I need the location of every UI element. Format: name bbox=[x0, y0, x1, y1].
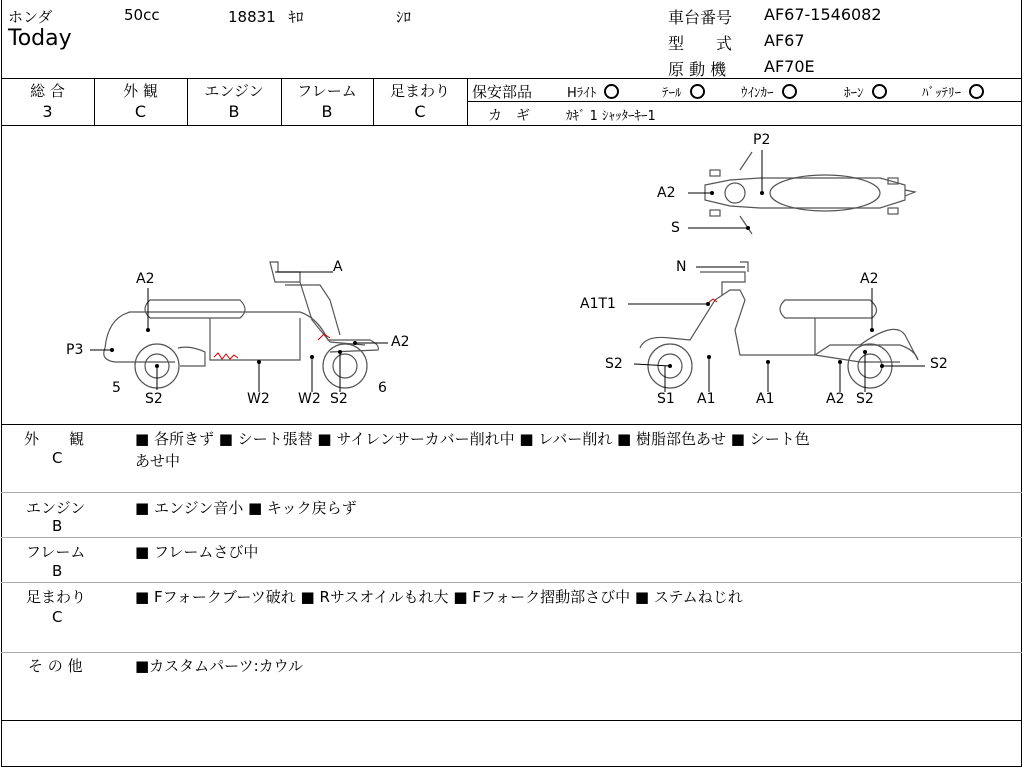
mileage-unit: ｷﾛ bbox=[288, 8, 304, 26]
safety-item-label: Hﾗｲﾄ bbox=[567, 86, 597, 101]
diagram-label: A2 bbox=[860, 271, 879, 287]
grade-label-engine: エンジン bbox=[204, 82, 264, 100]
frame-number-label: 車台番号 bbox=[668, 8, 733, 27]
frame-number: AF67-1546082 bbox=[764, 5, 882, 24]
remark-grade-frame: B bbox=[52, 562, 63, 580]
damage-mark bbox=[214, 353, 238, 359]
diagram-label: A2 bbox=[391, 334, 410, 350]
diagram-label: 5 bbox=[112, 380, 121, 396]
safety-item-label: ｳｲﾝｶｰ bbox=[741, 86, 774, 101]
diagram-label: A1T1 bbox=[580, 296, 616, 312]
divider bbox=[1, 652, 1022, 653]
model-name: Today bbox=[8, 26, 72, 51]
diagram-label: W2 bbox=[247, 391, 270, 407]
maker: ホンダ bbox=[8, 8, 53, 26]
engine-code: AF70E bbox=[764, 57, 815, 76]
grade-value-suspension: C bbox=[414, 102, 426, 121]
keys-label: カ ギ bbox=[488, 108, 530, 124]
diagram-label: 6 bbox=[378, 380, 387, 396]
grade-value-frame: B bbox=[321, 102, 333, 121]
diagram-label: S1 bbox=[657, 391, 675, 407]
grade-label-frame: フレーム bbox=[297, 82, 357, 100]
remark-label-suspension: 足まわり bbox=[26, 588, 87, 606]
remark-label-engine: エンジン bbox=[26, 499, 86, 517]
engine-label: 原 動 機 bbox=[668, 60, 727, 79]
divider bbox=[1, 424, 1022, 425]
remark-text-exterior: ■ 各所きず ■ シート張替 ■ サイレンサーカバー削れ中 ■ レバー削れ ■ 樹脂部色あせ ■ シート色 bbox=[135, 430, 810, 448]
displacement: 50cc bbox=[124, 6, 160, 24]
remark-grade-exterior: C bbox=[52, 449, 63, 467]
divider bbox=[1, 537, 1022, 538]
grade-label-overall: 総 合 bbox=[30, 82, 65, 100]
grade-value-overall: 3 bbox=[42, 102, 53, 121]
diagram-label: A1 bbox=[756, 391, 775, 407]
divider bbox=[1, 492, 1022, 493]
remark-grade-suspension: C bbox=[52, 608, 63, 626]
diagram-label: S2 bbox=[930, 356, 948, 372]
diagram-label: S bbox=[671, 220, 680, 236]
divider bbox=[1, 720, 1022, 721]
diagram-label: P2 bbox=[753, 132, 771, 148]
remark-text-suspension: ■ Fフォークブーツ破れ ■ Rサスオイルもれ大 ■ Fフォーク摺動部さび中 ■ ステムねじれ bbox=[135, 588, 743, 606]
diagram-label: N bbox=[676, 259, 687, 275]
color: ｼﾛ bbox=[396, 8, 412, 26]
safety-label: 保安部品 bbox=[472, 83, 533, 101]
diagram-label: S2 bbox=[856, 391, 874, 407]
remark-label-frame: フレーム bbox=[26, 543, 86, 561]
remark-label-other: そ の 他 bbox=[28, 657, 83, 675]
diagram-label: A bbox=[333, 259, 343, 275]
remark-text-exterior-cont: あせ中 bbox=[135, 452, 181, 470]
safety-item-label: ﾃｰﾙ bbox=[662, 86, 682, 101]
diagram-label: P3 bbox=[66, 342, 84, 358]
grade-label-suspension: 足まわり bbox=[389, 82, 450, 100]
diagram-label: A2 bbox=[657, 185, 676, 201]
remark-text-frame: ■ フレームさび中 bbox=[135, 543, 259, 561]
diagram-label: A1 bbox=[697, 391, 716, 407]
diagram-label: S2 bbox=[605, 356, 623, 372]
grade-value-exterior: C bbox=[134, 102, 147, 121]
grade-label-exterior: 外 観 bbox=[123, 82, 158, 100]
safety-item-label: ﾎｰﾝ bbox=[844, 86, 864, 101]
divider bbox=[1, 582, 1022, 583]
diagram-label: W2 bbox=[298, 391, 321, 407]
remark-text-other: ■カスタムパーツ:カウル bbox=[135, 657, 304, 675]
remark-grade-engine: B bbox=[52, 517, 63, 535]
model-code: AF67 bbox=[764, 31, 805, 50]
mileage-value: 18831 bbox=[228, 8, 276, 26]
model-code-label: 型 式 bbox=[668, 34, 733, 53]
diagram-label: A2 bbox=[136, 271, 155, 287]
safety-item-label: ﾊﾞｯﾃﾘｰ bbox=[922, 86, 961, 101]
remark-label-exterior: 外 観 bbox=[24, 430, 85, 448]
grade-value-engine: B bbox=[228, 102, 240, 121]
diagram-label: S2 bbox=[145, 391, 163, 407]
remark-text-engine: ■ エンジン音小 ■ キック戻らず bbox=[135, 499, 357, 517]
keys-value: ｶｷﾞ 1 ｼｬｯﾀｰｷｰ1 bbox=[566, 109, 656, 124]
diagram-label: A2 bbox=[826, 391, 845, 407]
top-view bbox=[705, 152, 915, 234]
diagram-label: S2 bbox=[330, 391, 348, 407]
